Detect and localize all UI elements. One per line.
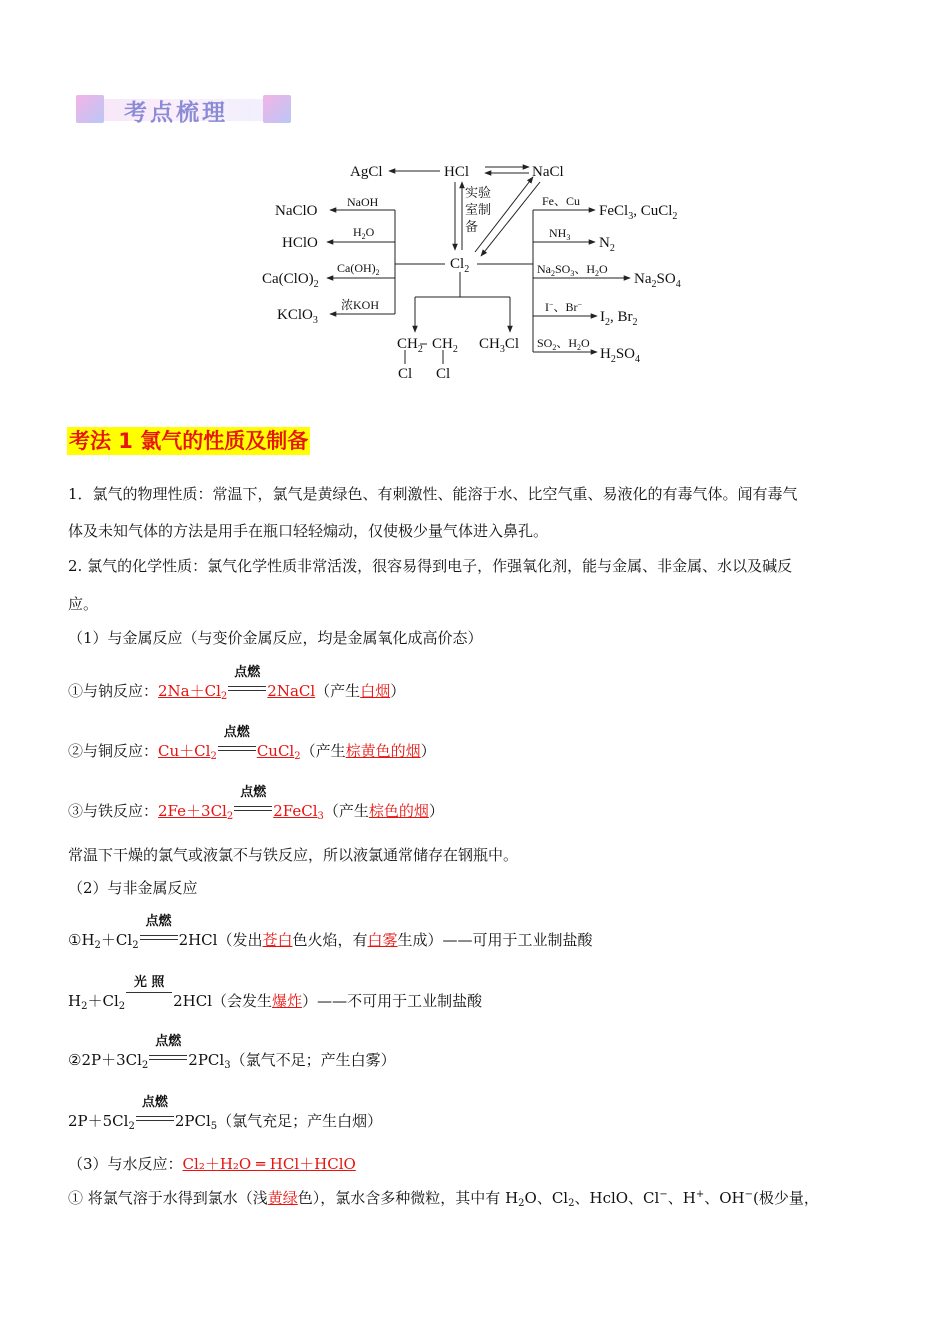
para-iron-note: 常温下干燥的氯气或液氯不与铁反应，所以液氯通常储存在钢瓶中。 [68,846,519,864]
condition-light: 光 照 [126,991,172,1011]
condition-ignite: 点燃 [228,681,266,701]
label-nh3: $NH_3$ [549,226,571,242]
equation-rhs: CuCl$_2$ [256,742,301,762]
node-na2so4: $Na_2SO_4$ [634,271,681,290]
node-cl-left: Cl [398,366,413,382]
label-naoh: NaOH [347,195,379,209]
reaction-copper: ②与铜反应：$Cu+Cl_2$ 点燃 CuCl$_2$（产生棕黄色的烟） [68,725,436,762]
node-nacl: NaCl [532,164,564,180]
node-agcl: AgCl [350,164,383,180]
label-na2so3-h2o: $Na_2SO_3$、$H_2O$ [537,262,608,278]
para-chemical-1: 2. 氯气的化学性质：氯气化学性质非常活泼，很容易得到电子，作强氧化剂，能与金属、非金属、水以及碱反 [68,557,793,575]
condition-ignite: 点燃 [140,930,178,950]
condition-ignite: 点燃 [149,1050,187,1070]
reaction-p-pcl3: $②2P+3Cl_2$ 点燃 2PCl$_3$（氯气不足；产生白雾） [68,1034,396,1071]
para-physical-1: 1．氯气的物理性质：常温下，氯气是黄绿色、有刺激性、能溶于水、比空气重、易液化的有毒气体。闻有毒气 [68,485,798,503]
banner-title: 考点梳理 [124,100,228,126]
label-i-br: I−、Br− [545,300,583,314]
label-lab-3: 备 [465,219,479,234]
node-ch2-left: $CH_2$ [397,336,423,355]
label-caoh2: $Ca(OH)_2$ [337,261,380,277]
label-so2-h2o: $SO_2$、$H_2O$ [537,336,590,352]
subheading-metal: （1）与金属反应（与变价金属反应，均是金属氧化成高价态） [68,629,483,647]
equation-rhs: 2NaCl [267,682,316,700]
highlight-term: 棕色的烟 [368,802,429,820]
node-hcl: HCl [444,164,470,180]
banner-left-block [76,95,104,123]
equation-rhs: 2FeCl$_3$ [273,802,324,822]
subheading-water: （3）与水反应：Cl₂＋H₂O ═ HCl＋HClO [68,1155,356,1173]
label-fe-cu: Fe、Cu [542,194,581,208]
node-caclo2: $Ca(ClO)_2$ [262,271,319,290]
node-naclo: NaClO [275,203,318,219]
section-title: 考法 1 氯气的性质及制备 [69,429,309,453]
condition-ignite: 点燃 [218,741,256,761]
highlight-term: 白雾 [367,931,398,949]
node-ch3cl: $CH_3Cl$ [479,336,520,355]
equation-lhs: $2Fe+3Cl_2$ [158,802,234,822]
reaction-p-pcl5: $2P+5Cl_2$ 点燃 2PCl$_5$（氯气充足；产生白烟） [68,1095,383,1132]
node-cl-right: Cl [436,366,451,382]
highlight-term: 黄绿 [267,1189,298,1207]
condition-ignite: 点燃 [234,801,272,821]
reaction-iron: ③与铁反应：$2Fe+3Cl_2$ 点燃 2FeCl$_3$（产生棕色的烟） [68,785,444,822]
equation-lhs: $Cu+Cl_2$ [158,742,217,762]
label-h2o: $H_2O$ [353,225,375,241]
chlorine-reaction-diagram [255,152,695,387]
label-koh: 浓KOH [341,298,379,312]
reaction-sodium: ①与钠反应：$2Na+Cl_2$ 点燃 2NaCl（产生白烟） [68,665,406,702]
node-kclo3: KClO$_3$ [277,307,318,326]
section-banner [76,93,291,127]
reaction-h2-light: $H_2+Cl_2$ 光 照 2HCl（会发生爆炸）——不可用于工业制盐酸 [68,975,483,1012]
node-cl2: $Cl_2$ [450,256,470,275]
node-h2so4: $H_2SO_4$ [600,346,641,365]
node-fecl3-cucl2: FeCl$_3$, CuCl$_2$ [599,203,678,222]
condition-ignite: 点燃 [136,1111,174,1131]
para-chlorine-water: ① 将氯气溶于水得到氯水（浅黄绿色），氯水含多种微粒，其中有 $H_2O$、$Cl_2$、HclO、Cl−、H+、OH−(极少量， [68,1189,819,1209]
equation-water: Cl₂＋H₂O ═ HCl＋HClO [182,1155,356,1173]
label-lab-2: 室制 [465,202,492,217]
equation-lhs: $2Na+Cl_2$ [158,682,228,702]
node-n2: $N_2$ [599,235,615,254]
highlight-term: 苍白 [262,931,293,949]
para-chemical-2: 应。 [68,595,99,613]
highlight-term: 白烟 [360,682,391,700]
node-hclo: HClO [282,235,318,251]
para-physical-2: 体及未知气体的方法是用手在瓶口轻轻煽动，仅使极少量气体进入鼻孔。 [68,522,549,540]
reaction-h2-ignite: $①H_2+Cl_2$ 点燃 2HCl（发出苍白色火焰，有白雾生成）——可用于工业制盐酸 [68,914,593,951]
highlight-term: 爆炸 [272,992,303,1010]
banner-right-block [263,95,291,123]
node-ch2-right: $CH_2$ [432,336,458,355]
highlight-term: 棕黄色的烟 [345,742,421,760]
subheading-nonmetal: （2）与非金属反应 [68,879,198,897]
label-lab-1: 实验 [465,185,492,200]
node-i2-br2: $I_2$, $Br_2$ [600,309,638,328]
